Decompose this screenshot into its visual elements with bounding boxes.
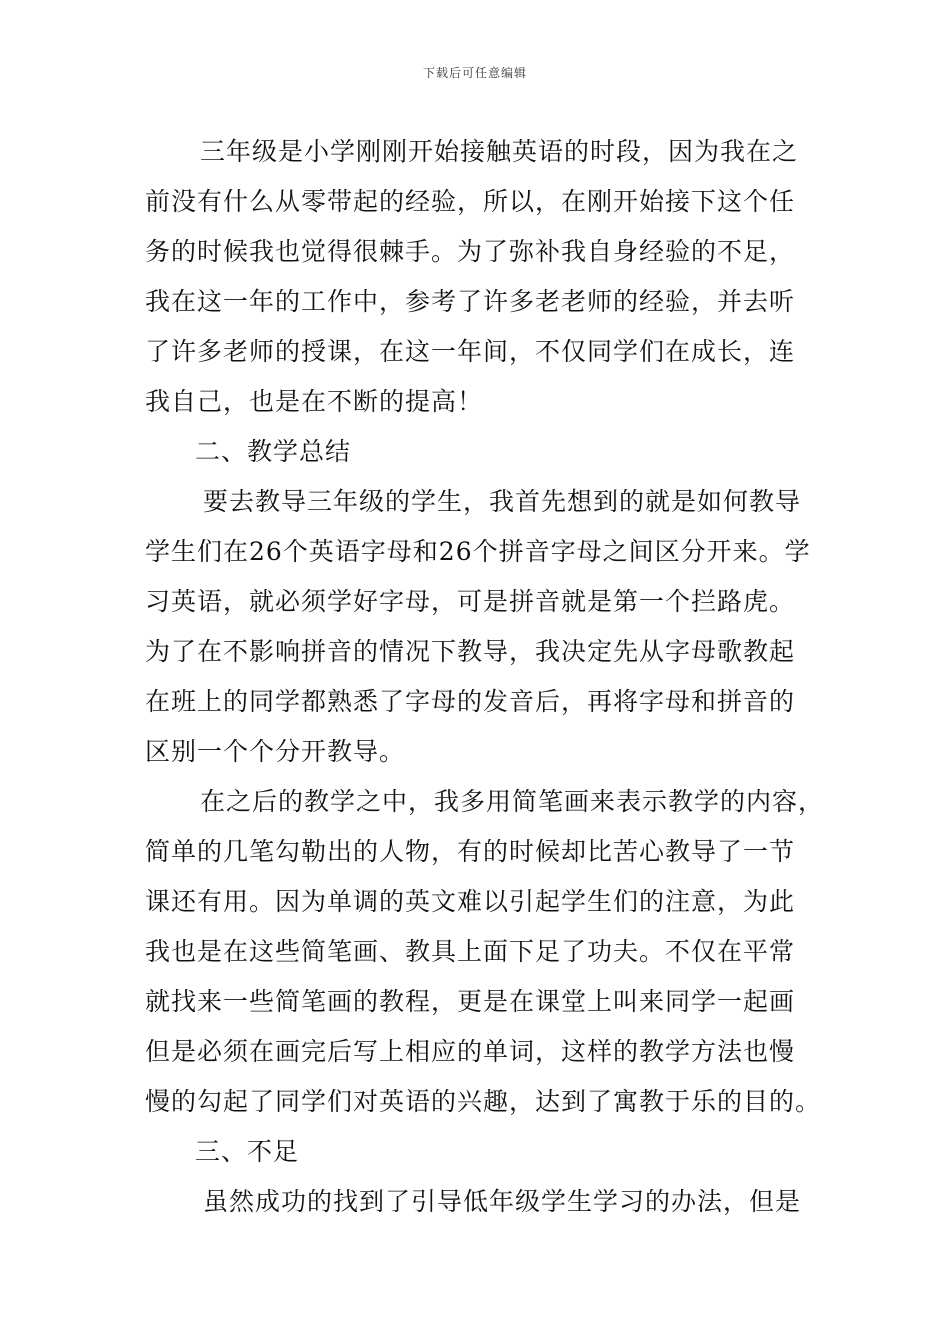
document-body — [145, 127, 825, 1227]
text-line: 在之后的教学之中，我多用简笔画来表示教学的内容， — [200, 787, 825, 816]
text-line: 我在这一年的工作中，参考了许多老老师的经验，并去听 — [145, 287, 796, 316]
text-line: 务的时候我也觉得很棘手。为了弥补我自身经验的不足， — [145, 237, 796, 266]
text-line: 学生们在26个英语字母和26个拼音字母之间区分开来。学 — [145, 537, 811, 566]
text-line: 简单的几笔勾勒出的人物，有的时候却比苦心教导了一节 — [145, 837, 796, 866]
text-line: 前没有什么从零带起的经验，所以，在刚开始接下这个任 — [145, 187, 796, 216]
text-line: 三年级是小学刚刚开始接触英语的时段，因为我在之 — [200, 137, 799, 166]
text-line: 我也是在这些简笔画、教具上面下足了功夫。不仅在平常 — [145, 937, 796, 966]
text-line: 课还有用。因为单调的英文难以引起学生们的注意，为此 — [145, 887, 796, 916]
text-line: 我自己，也是在不断的提高！ — [145, 387, 484, 416]
text-line: 了许多老师的授课，在这一年间，不仅同学们在成长，连 — [145, 337, 796, 366]
text-line: 三、不足 — [195, 1137, 300, 1166]
text-line: 为了在不影响拼音的情况下教导，我决定先从字母歌教起 — [145, 637, 796, 666]
page-header-watermark: 下载后可任意编辑 — [422, 66, 527, 80]
text-line: 要去教导三年级的学生，我首先想到的就是如何教导 — [203, 487, 802, 516]
text-line: 二、教学总结 — [195, 437, 352, 466]
text-line: 慢的勾起了同学们对英语的兴趣，达到了寓教于乐的目的。 — [145, 1087, 822, 1116]
text-line: 虽然成功的找到了引导低年级学生学习的办法，但是 — [203, 1187, 802, 1216]
text-line: 习英语，就必须学好字母，可是拼音就是第一个拦路虎。 — [145, 587, 796, 616]
text-line: 但是必须在画完后写上相应的单词，这样的教学方法也慢 — [145, 1037, 796, 1066]
text-line: 在班上的同学都熟悉了字母的发音后，再将字母和拼音的 — [145, 687, 796, 716]
text-line: 就找来一些简笔画的教程，更是在课堂上叫来同学一起画 — [145, 987, 796, 1016]
text-line: 区别一个个分开教导。 — [145, 737, 406, 766]
